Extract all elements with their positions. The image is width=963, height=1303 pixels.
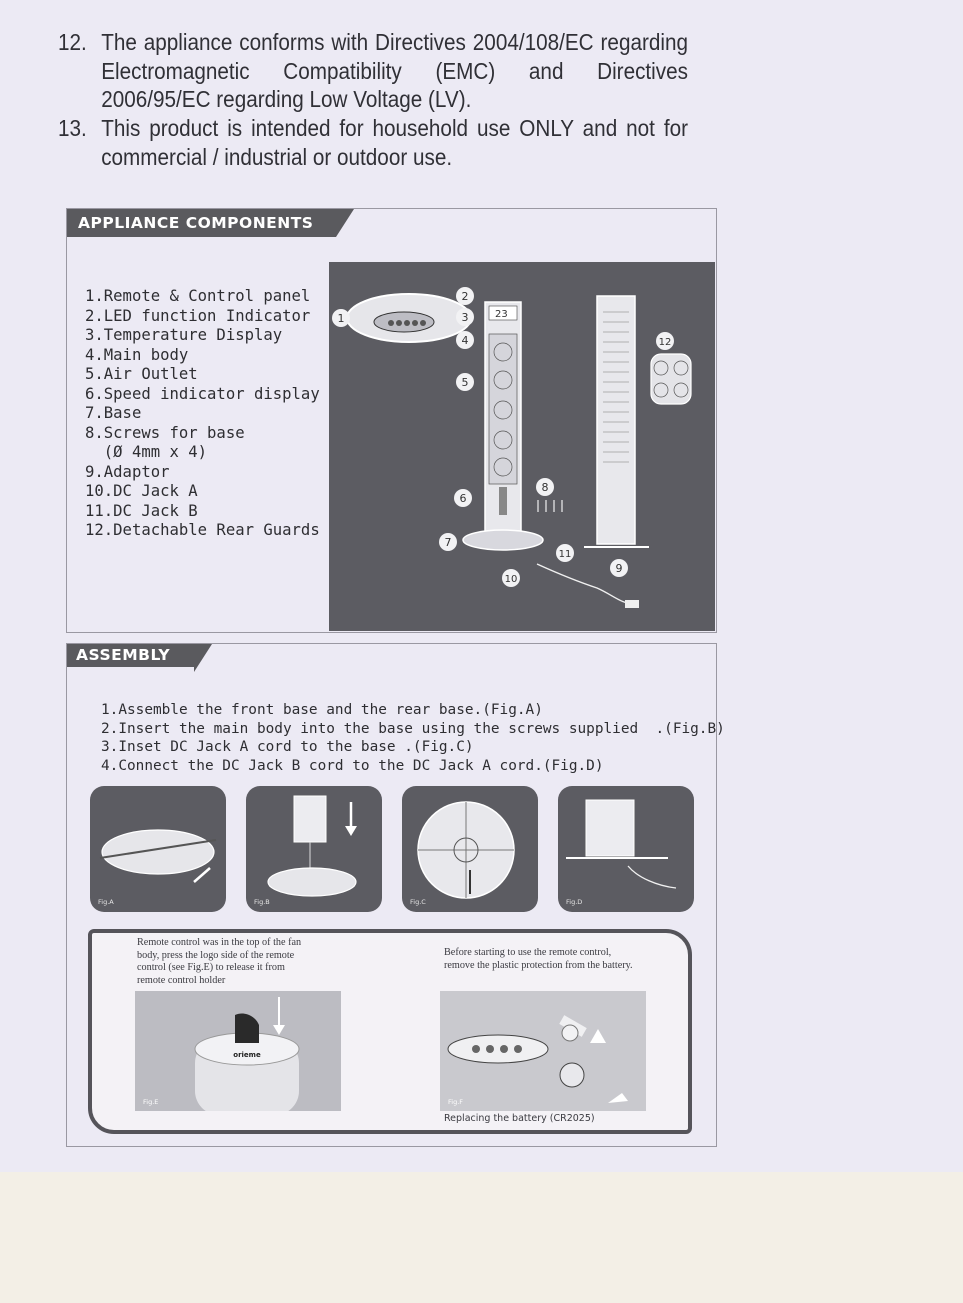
assembly-step: 2.Insert the main body into the base using the screws supplied .(Fig.B): [101, 720, 725, 737]
dc-jack-b-drawing: [558, 786, 694, 912]
remote-battery-photo: [440, 991, 646, 1111]
component-item: 6.Speed indicator display: [85, 384, 320, 403]
callout-8: 8: [541, 481, 549, 494]
callout-1: 1: [337, 312, 345, 325]
assembly-steps: [101, 701, 725, 775]
callout-7: 7: [444, 536, 452, 549]
component-item: 8.Screws for base: [85, 423, 245, 442]
body-insert-drawing: [246, 786, 382, 912]
components-list: [85, 287, 320, 541]
remote-control-panel: [88, 929, 692, 1134]
item-number: 13.: [58, 115, 87, 141]
component-item: 2.LED function Indicator: [85, 306, 311, 325]
figure-b: [246, 786, 382, 912]
component-item: 7.Base: [85, 404, 142, 422]
figure-d: [558, 786, 694, 912]
component-item: 3.Temperature Display: [85, 326, 283, 344]
component-item: 9.Adaptor: [85, 462, 170, 481]
tower-fan-diagram: [329, 262, 715, 631]
figure-label: Fig.A: [98, 898, 114, 906]
callout-10: 10: [504, 574, 518, 585]
temperature-readout: 23: [495, 309, 508, 320]
components-diagram: [329, 262, 715, 631]
rear-body-drawing: [597, 296, 635, 544]
directive-paragraph: [58, 28, 688, 114]
usage-paragraph: [58, 114, 688, 171]
callout-6: 6: [459, 492, 467, 505]
figure-e: [135, 991, 341, 1111]
battery-note: Before starting to use the remote control, remove the plastic protection from the battery.: [444, 947, 633, 971]
fan-top-photo: [135, 991, 341, 1111]
assembly-step: 3.Inset DC Jack A cord to the base .(Fig.C): [101, 739, 474, 755]
component-item: 4.Main body: [85, 345, 189, 364]
figure-label: Fig.E: [143, 1098, 159, 1106]
component-item: 5.Air Outlet: [85, 365, 198, 383]
callout-3: 3: [461, 311, 469, 324]
figure-a: [90, 786, 226, 912]
figure-label: Fig.C: [410, 898, 426, 906]
assembly-step: 4.Connect the DC Jack B cord to the DC Jack A cord.(Fig.D): [101, 757, 604, 774]
remote-holder-note: Remote control was in the top of the fan body, press the logo side of the remote control (see Fig.E) to release it from remote control holder: [137, 937, 302, 986]
assembly-heading: ASSEMBLY: [67, 644, 194, 667]
component-item: 1.Remote & Control panel: [85, 287, 311, 305]
callout-11: 11: [558, 549, 572, 560]
assembly-step: 1.Assemble the front base and the rear base.(Fig.A): [101, 702, 543, 718]
base-assembly-drawing: [90, 786, 226, 912]
battery-caption: Replacing the battery (CR2025): [444, 1113, 595, 1124]
callout-5: 5: [461, 376, 469, 389]
component-item: 11.DC Jack B: [85, 501, 198, 520]
item-number: 12.: [58, 29, 87, 55]
dc-jack-a-drawing: [402, 786, 538, 912]
usage-text: This product is intended for household use ONLY and not for commercial / industrial or outdoor use.: [101, 115, 688, 170]
component-item: 10.DC Jack A: [85, 482, 198, 500]
component-item: 12.Detachable Rear Guards: [85, 521, 320, 539]
paper-bottom-strip: [0, 1172, 963, 1303]
callout-4: 4: [461, 334, 469, 347]
figure-f: [440, 991, 646, 1111]
callout-12: 12: [658, 337, 672, 348]
components-heading: APPLIANCE COMPONENTS: [67, 209, 336, 237]
figure-label: Fig.D: [566, 898, 583, 906]
base-drawing: [463, 530, 543, 550]
brand-logo-text: orieme: [233, 1051, 261, 1059]
figure-label: Fig.F: [448, 1098, 464, 1106]
directive-text: The appliance conforms with Directives 2004/108/EC regarding Electromagnetic Compatibility (EMC) and Directives 2006/95/EC regarding Low Voltage (LV).: [101, 29, 688, 112]
component-item: (Ø 4mm x 4): [85, 443, 208, 461]
figure-label: Fig.B: [254, 898, 270, 906]
figure-c: [402, 786, 538, 912]
callout-9: 9: [615, 562, 623, 575]
callout-2: 2: [461, 290, 469, 303]
rear-guard-drawing: [651, 354, 691, 404]
